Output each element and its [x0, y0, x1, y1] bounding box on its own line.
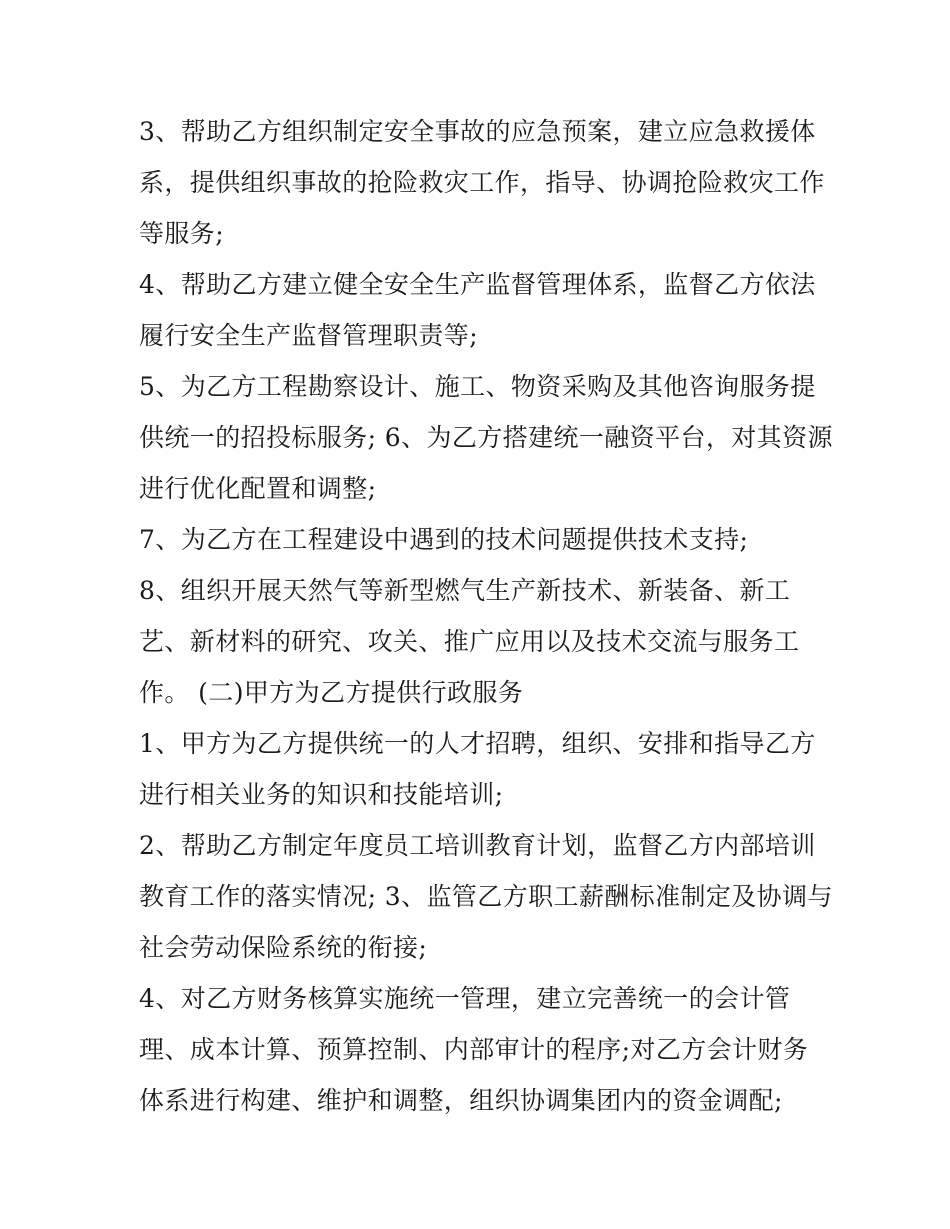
- text-line-10: 8、组织开展天然气等新型燃气生产新技术、新装备、新工: [139, 576, 791, 605]
- text-line-6: 5、为乙方工程勘察设计、施工、物资采购及其他咨询服务提: [139, 372, 816, 401]
- text-line-2: 系，提供组织事故的抢险救灾工作，指导、协调抢险救灾工作: [139, 168, 825, 197]
- text-line-15: 2、帮助乙方制定年度员工培训教育计划，监督乙方内部培训: [139, 831, 816, 860]
- text-line-19: 理、成本计算、预算控制、内部审计的程序;对乙方会计财务: [139, 1035, 809, 1064]
- text-line-7: 供统一的招投标服务; 6、为乙方搭建统一融资平台，对其资源: [139, 423, 833, 452]
- text-line-1: 3、帮助乙方组织制定安全事故的应急预案，建立应急救援体: [139, 117, 816, 146]
- text-line-14: 进行相关业务的知识和技能培训;: [139, 780, 504, 809]
- text-line-3: 等服务;: [139, 219, 225, 248]
- text-line-5: 履行安全生产监督管理职责等;: [139, 321, 479, 350]
- text-line-9: 7、为乙方在工程建设中遇到的技术问题提供技术支持;: [139, 525, 749, 554]
- text-line-8: 进行优化配置和调整;: [139, 474, 377, 503]
- text-line-11: 艺、新材料的研究、攻关、推广应用以及技术交流与服务工: [139, 627, 800, 656]
- text-line-13: 1、甲方为乙方提供统一的人才招聘，组织、安排和指导乙方: [139, 729, 816, 758]
- text-line-20: 体系进行构建、维护和调整，组织协调集团内的资金调配;: [139, 1086, 783, 1115]
- text-line-17: 社会劳动保险系统的衔接;: [139, 933, 428, 962]
- document-body: [139, 106, 833, 1126]
- text-line-4: 4、帮助乙方建立健全安全生产监督管理体系，监督乙方依法: [139, 270, 816, 299]
- text-line-16: 教育工作的落实情况; 3、监管乙方职工薪酬标准制定及协调与: [139, 882, 833, 911]
- text-line-12: 作。 (二)甲方为乙方提供行政服务: [139, 678, 524, 707]
- text-line-18: 4、对乙方财务核算实施统一管理，建立完善统一的会计管: [139, 984, 791, 1013]
